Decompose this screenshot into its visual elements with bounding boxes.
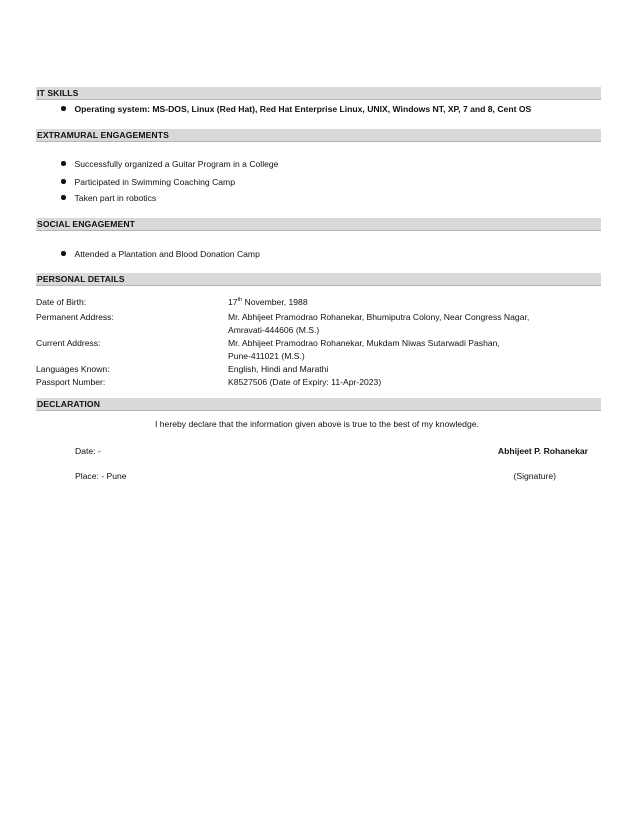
list-item-text: Operating system: MS-DOS, Linux (Red Hat), Red Hat Enterprise Linux, UNIX, Windows NT, XP, 7 and 8, Cent OS xyxy=(74,104,532,114)
place-label: Place: - Pune xyxy=(75,471,127,481)
bullet-icon xyxy=(61,251,66,256)
section-header-extramural: EXTRAMURAL ENGAGEMENTS xyxy=(36,129,601,142)
list-item xyxy=(61,177,235,188)
dob-rest: November, 1988 xyxy=(242,297,308,307)
list-item-text: Attended a Plantation and Blood Donation Camp xyxy=(74,249,260,259)
list-item xyxy=(61,104,531,115)
signature-label: (Signature) xyxy=(513,471,556,481)
date-label: Date: - xyxy=(75,446,101,456)
dob-suffix: th xyxy=(237,297,243,304)
list-item xyxy=(61,249,260,260)
permanent-address-label: Permanent Address: xyxy=(36,312,114,322)
bullet-icon xyxy=(61,195,66,200)
dob-day: 17 xyxy=(228,297,238,307)
bullet-icon xyxy=(61,161,66,166)
bullet-icon xyxy=(61,106,66,111)
permanent-address-line2: Amravati-444606 (M.S.) xyxy=(228,325,320,335)
list-item-text: Successfully organized a Guitar Program in a College xyxy=(74,159,279,169)
dob-value xyxy=(228,297,308,308)
languages-value: English, Hindi and Marathi xyxy=(228,364,329,374)
section-header-social: SOCIAL ENGAGEMENT xyxy=(36,218,601,231)
list-item-text: Taken part in robotics xyxy=(74,193,157,203)
passport-label: Passport Number: xyxy=(36,377,106,387)
declaration-statement: I hereby declare that the information given above is true to the best of my knowledge. xyxy=(155,419,479,429)
current-address-line1: Mr. Abhijeet Pramodrao Rohanekar, Mukdam Niwas Sutarwadi Pashan, xyxy=(228,338,500,348)
section-header-declaration: DECLARATION xyxy=(36,398,601,411)
current-address-label: Current Address: xyxy=(36,338,101,348)
signatory-name: Abhijeet P. Rohanekar xyxy=(497,446,588,456)
section-header-personal: PERSONAL DETAILS xyxy=(36,273,601,286)
languages-label: Languages Known: xyxy=(36,364,110,374)
current-address-line2: Pune-411021 (M.S.) xyxy=(228,351,305,361)
list-item xyxy=(61,159,278,170)
permanent-address-line1: Mr. Abhijeet Pramodrao Rohanekar, Bhumiputra Colony, Near Congress Nagar, xyxy=(228,312,530,322)
dob-label: Date of Birth: xyxy=(36,297,87,307)
passport-value: K8527506 (Date of Expiry: 11-Apr-2023) xyxy=(228,377,382,387)
list-item xyxy=(61,193,156,204)
list-item-text: Participated in Swimming Coaching Camp xyxy=(74,177,235,187)
section-header-it-skills: IT SKILLS xyxy=(36,87,601,100)
bullet-icon xyxy=(61,179,66,184)
